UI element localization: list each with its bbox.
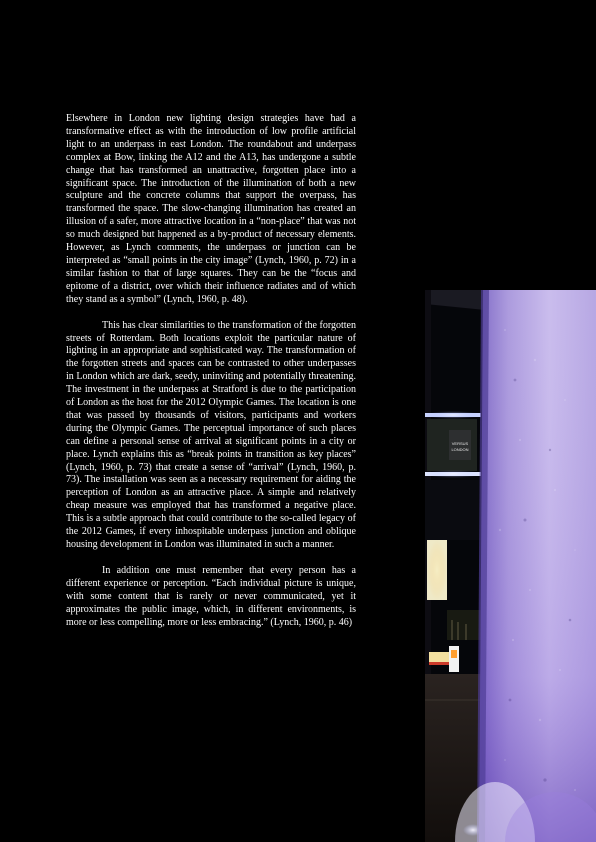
underpass-photo: [425, 290, 596, 842]
paragraph-1: Elsewhere in London new lighting design strategies have had a transformative effect as with the introduction of low profile artificial light to an underpass in east London. The roundabout and underpass complex at Bow, linking the A12 and the A13, has undergone a subtle change that has transformed an unattractive, forgotten place into a significant space. The introduction of the illumination of both a new sculpture and the concrete columns that support the overpass, has transformed the space. The slow-changing illumination has created an illusion of a safer, more attractive location in a “non-place” that was not so much designed but happened as a by-product of necessary elements. However, as Lynch comments, the underpass or junction can be interpreted as “small points in the city image” (Lynch, 1960, p. 72) in a similar fashion to that of large squares. They can be the “focus and epitome of a district, over which their influence radiates and of which they stand as a symbol” (Lynch, 1960, p. 48).: [66, 113, 356, 305]
sign-text-1: VERSUS: [451, 441, 469, 446]
billboard-sign: [449, 430, 471, 460]
article-body: [66, 113, 356, 642]
sign-text-2: LONDON: [451, 447, 469, 452]
paragraph-2: This has clear similarities to the transformation of the forgotten streets of Rotterdam. Both locations exploit the particular nature of lighting in an appropriate and sophisticated way. The transformation of the forgotten streets and spaces can be contrasted to other underpasses in London which are dark, seedy, uninviting and potentially threatening. The investment in the underpass at Stratford is due to the participation of London as the host for the 2012 Olympic Games. The location is one that was passed by thousands of visitors, participants and workers during the Olympic Games. The perceptual importance of such places can define a personal sense of arrival at significant points in a city or place. Lynch explains this as “break points in transition as key places” (Lynch, 1960, p. 73) that create a sense of “arrival” (Lynch, 1960, p. 73). The installation was seen as a necessary requirement for aiding the perception of London as an attractive place. A simple and relatively cheap measure was employed that has transformed a negative place. This is a subtle approach that could contribute to the so-called legacy of the 2012 Games, if every inhospitable underpass junction and oblique housing development in London was illuminated in such a manner.: [66, 319, 356, 550]
paragraph-3: In addition one must remember that every person has a different experience or perception. “Each individual picture is unique, with some content that is rarely or never communicated, yet it approximates the public image, which, in different environments, is more or less compelling, more or less embracing.” (Lynch, 1960, p. 46): [66, 564, 356, 628]
